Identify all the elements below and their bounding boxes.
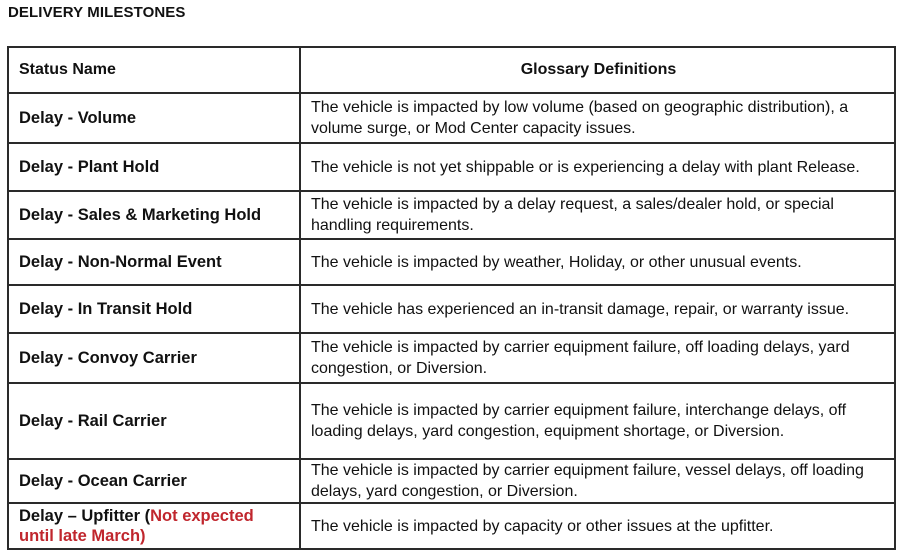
status-name-cell: Delay - Non-Normal Event (8, 239, 300, 285)
definition-cell: The vehicle is impacted by carrier equipment failure, vessel delays, off loading delays, yard congestion, or Diversion. (300, 459, 895, 503)
definition-cell: The vehicle has experienced an in-transit damage, repair, or warranty issue. (300, 285, 895, 333)
header-status-name: Status Name (8, 47, 300, 93)
table-row (8, 191, 895, 239)
definition-cell: The vehicle is impacted by low volume (based on geographic distribution), a volume surge, or Mod Center capacity issues. (300, 93, 895, 143)
definition-cell: The vehicle is not yet shippable or is experiencing a delay with plant Release. (300, 143, 895, 191)
status-name-text: Delay – Upfitter ( (19, 507, 151, 525)
delivery-milestones-table (7, 46, 896, 550)
definition-cell: The vehicle is impacted by capacity or other issues at the upfitter. (300, 503, 895, 549)
table-row (8, 93, 895, 143)
header-glossary-definitions: Glossary Definitions (300, 47, 895, 93)
status-name-cell (8, 503, 300, 549)
definition-cell: The vehicle is impacted by a delay request, a sales/dealer hold, or special handling requirements. (300, 191, 895, 239)
table-row (8, 459, 895, 503)
definition-cell: The vehicle is impacted by carrier equipment failure, interchange delays, off loading delays, yard congestion, equipment shortage, or Diversion. (300, 383, 895, 459)
status-name-cell: Delay - Rail Carrier (8, 383, 300, 459)
status-name-cell: Delay - In Transit Hold (8, 285, 300, 333)
definition-cell: The vehicle is impacted by carrier equipment failure, off loading delays, yard congestion, or Diversion. (300, 333, 895, 383)
table-row (8, 333, 895, 383)
table-row (8, 383, 895, 459)
table-row (8, 143, 895, 191)
status-name-cell: Delay - Plant Hold (8, 143, 300, 191)
status-name-cell: Delay - Ocean Carrier (8, 459, 300, 503)
status-name-cell: Delay - Volume (8, 93, 300, 143)
table-row (8, 503, 895, 549)
table-row (8, 239, 895, 285)
status-name-cell: Delay - Sales & Marketing Hold (8, 191, 300, 239)
document-title: DELIVERY MILESTONES (8, 4, 186, 21)
table-row (8, 285, 895, 333)
definition-cell: The vehicle is impacted by weather, Holiday, or other unusual events. (300, 239, 895, 285)
table-header-row (8, 47, 895, 93)
status-availability-note: Not expected until late March) (19, 507, 254, 545)
status-name-cell: Delay - Convoy Carrier (8, 333, 300, 383)
